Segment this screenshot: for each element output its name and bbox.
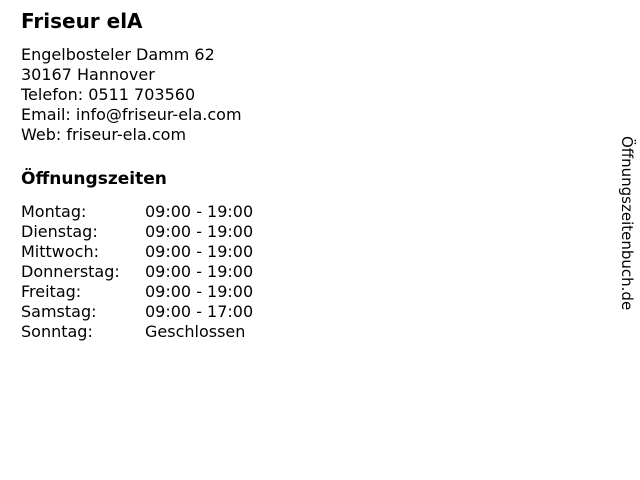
time-value: Geschlossen [145, 322, 246, 341]
hours-row-tuesday [21, 222, 640, 242]
hours-row-saturday [21, 302, 640, 322]
time-value: 09:00 - 19:00 [145, 222, 254, 241]
hours-row-friday [21, 282, 640, 302]
hours-row-thursday [21, 262, 640, 282]
day-label: Montag: [21, 202, 87, 221]
day-label: Freitag: [21, 282, 82, 301]
phone-line [21, 85, 640, 105]
email-value: info@friseur-ela.com [75, 105, 242, 124]
hours-row-sunday [21, 322, 640, 342]
day-label: Dienstag: [21, 222, 98, 241]
time-value: 09:00 - 17:00 [145, 302, 254, 321]
hours-heading: Öffnungszeiten [21, 169, 167, 189]
phone-value: 0511 703560 [88, 85, 196, 104]
address-city: 30167 Hannover [21, 65, 155, 84]
time-value: 09:00 - 19:00 [145, 202, 254, 221]
time-value: 09:00 - 19:00 [145, 242, 254, 261]
day-label: Mittwoch: [21, 242, 99, 261]
web-value: friseur-ela.com [66, 125, 187, 144]
email-line [21, 105, 640, 125]
web-label: Web: [21, 125, 62, 144]
time-value: 09:00 - 19:00 [145, 262, 254, 281]
address-street: Engelbosteler Damm 62 [21, 45, 215, 64]
hours-row-monday [21, 202, 640, 222]
business-name: Friseur elA [21, 9, 143, 33]
day-label: Sonntag: [21, 322, 93, 341]
watermark-link[interactable]: Öffnungszeitenbuch.de [618, 136, 636, 311]
web-line [21, 125, 640, 145]
hours-table [21, 202, 640, 342]
time-value: 09:00 - 19:00 [145, 282, 254, 301]
day-label: Samstag: [21, 302, 97, 321]
contact-block [21, 45, 640, 145]
email-label: Email: [21, 105, 71, 124]
hours-row-wednesday [21, 242, 640, 262]
phone-label: Telefon: [21, 85, 84, 104]
day-label: Donnerstag: [21, 262, 120, 281]
